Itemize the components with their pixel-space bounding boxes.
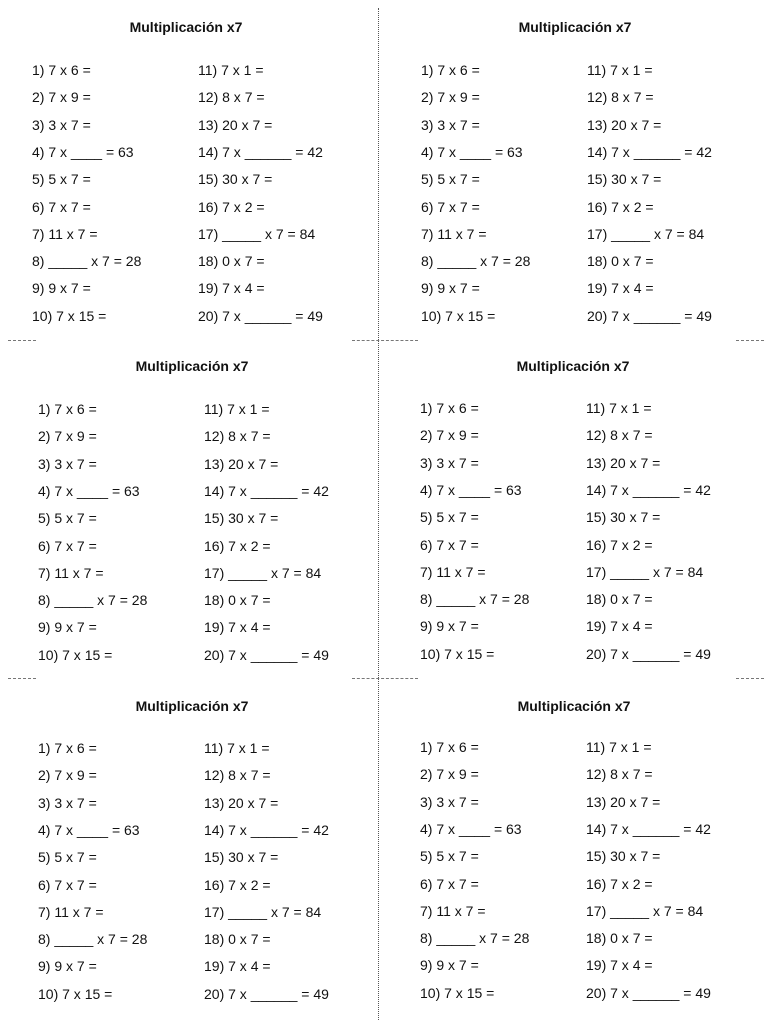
problem-item: 11) 7 x 1 = [204, 740, 270, 756]
problem-item: 18) 0 x 7 = [586, 930, 653, 946]
problem-item: 1) 7 x 6 = [421, 62, 480, 78]
problem-item: 16) 7 x 2 = [204, 538, 271, 554]
problem-item: 20) 7 x ______ = 49 [586, 646, 711, 662]
worksheet-title: Multiplicación x7 [517, 698, 631, 714]
problem-item: 10) 7 x 15 = [421, 308, 496, 324]
problem-item: 8) _____ x 7 = 28 [421, 253, 531, 269]
problem-item: 12) 8 x 7 = [204, 428, 271, 444]
problem-item: 17) _____ x 7 = 84 [587, 226, 705, 242]
problem-item: 9) 9 x 7 = [32, 280, 91, 296]
problem-item: 10) 7 x 15 = [38, 647, 113, 663]
problem-item: 7) 11 x 7 = [421, 226, 487, 242]
problem-item: 15) 30 x 7 = [204, 510, 279, 526]
problem-item: 10) 7 x 15 = [420, 646, 495, 662]
problem-item: 16) 7 x 2 = [586, 876, 653, 892]
problem-item: 4) 7 x ____ = 63 [32, 144, 134, 160]
problem-item: 13) 20 x 7 = [198, 117, 273, 133]
problem-item: 3) 3 x 7 = [38, 795, 97, 811]
problem-item: 4) 7 x ____ = 63 [38, 822, 140, 838]
problem-item: 10) 7 x 15 = [38, 986, 113, 1002]
problem-item: 6) 7 x 7 = [421, 199, 480, 215]
problem-item: 15) 30 x 7 = [204, 849, 279, 865]
problem-item: 14) 7 x ______ = 42 [198, 144, 323, 160]
problem-item: 16) 7 x 2 = [586, 537, 653, 553]
problem-item: 14) 7 x ______ = 42 [587, 144, 712, 160]
problem-item: 19) 7 x 4 = [204, 958, 271, 974]
problem-item: 8) _____ x 7 = 28 [32, 253, 142, 269]
problem-item: 13) 20 x 7 = [586, 455, 661, 471]
problem-item: 5) 5 x 7 = [32, 171, 91, 187]
problem-item: 14) 7 x ______ = 42 [586, 482, 711, 498]
problem-item: 12) 8 x 7 = [586, 766, 653, 782]
problem-item: 2) 7 x 9 = [421, 89, 480, 105]
problem-item: 6) 7 x 7 = [38, 877, 97, 893]
problem-item: 2) 7 x 9 = [38, 428, 97, 444]
problem-item: 16) 7 x 2 = [204, 877, 271, 893]
worksheet-title: Multiplicación x7 [518, 19, 632, 35]
problem-item: 17) _____ x 7 = 84 [586, 903, 704, 919]
problem-item: 16) 7 x 2 = [587, 199, 654, 215]
problem-item: 5) 5 x 7 = [421, 171, 480, 187]
problem-item: 8) _____ x 7 = 28 [420, 930, 530, 946]
problem-item: 12) 8 x 7 = [587, 89, 654, 105]
problem-item: 4) 7 x ____ = 63 [420, 821, 522, 837]
problem-item: 6) 7 x 7 = [38, 538, 97, 554]
problem-item: 7) 11 x 7 = [38, 565, 104, 581]
problem-item: 4) 7 x ____ = 63 [38, 483, 140, 499]
problem-item: 14) 7 x ______ = 42 [204, 822, 329, 838]
problem-item: 1) 7 x 6 = [38, 401, 97, 417]
worksheet-title: Multiplicación x7 [516, 358, 630, 374]
problem-item: 12) 8 x 7 = [204, 767, 271, 783]
problem-item: 2) 7 x 9 = [38, 767, 97, 783]
problem-item: 13) 20 x 7 = [204, 795, 279, 811]
problem-item: 11) 7 x 1 = [198, 62, 264, 78]
problem-item: 20) 7 x ______ = 49 [204, 986, 329, 1002]
problem-item: 7) 11 x 7 = [420, 903, 486, 919]
problem-item: 11) 7 x 1 = [204, 401, 270, 417]
problem-item: 9) 9 x 7 = [420, 618, 479, 634]
problem-item: 7) 11 x 7 = [38, 904, 104, 920]
problem-item: 20) 7 x ______ = 49 [204, 647, 329, 663]
problem-item: 18) 0 x 7 = [204, 592, 271, 608]
problem-item: 18) 0 x 7 = [198, 253, 265, 269]
problem-item: 17) _____ x 7 = 84 [204, 904, 322, 920]
problem-item: 17) _____ x 7 = 84 [204, 565, 322, 581]
problem-item: 3) 3 x 7 = [38, 456, 97, 472]
problem-item: 8) _____ x 7 = 28 [38, 931, 148, 947]
problem-item: 11) 7 x 1 = [587, 62, 653, 78]
problem-item: 2) 7 x 9 = [420, 427, 479, 443]
worksheet-title: Multiplicación x7 [129, 19, 243, 35]
problem-item: 10) 7 x 15 = [420, 985, 495, 1001]
problem-item: 5) 5 x 7 = [420, 509, 479, 525]
problem-item: 20) 7 x ______ = 49 [586, 985, 711, 1001]
problem-item: 15) 30 x 7 = [198, 171, 273, 187]
problem-item: 7) 11 x 7 = [420, 564, 486, 580]
problem-item: 10) 7 x 15 = [32, 308, 107, 324]
problem-item: 11) 7 x 1 = [586, 400, 652, 416]
problem-item: 12) 8 x 7 = [586, 427, 653, 443]
problem-item: 13) 20 x 7 = [586, 794, 661, 810]
problem-item: 19) 7 x 4 = [587, 280, 654, 296]
problem-item: 6) 7 x 7 = [32, 199, 91, 215]
problem-item: 17) _____ x 7 = 84 [586, 564, 704, 580]
problem-item: 3) 3 x 7 = [421, 117, 480, 133]
problem-item: 2) 7 x 9 = [420, 766, 479, 782]
problem-item: 18) 0 x 7 = [204, 931, 271, 947]
problem-item: 9) 9 x 7 = [421, 280, 480, 296]
problem-item: 20) 7 x ______ = 49 [198, 308, 323, 324]
problem-item: 15) 30 x 7 = [586, 509, 661, 525]
problem-item: 8) _____ x 7 = 28 [420, 591, 530, 607]
problem-item: 1) 7 x 6 = [32, 62, 91, 78]
problem-item: 19) 7 x 4 = [198, 280, 265, 296]
problem-item: 17) _____ x 7 = 84 [198, 226, 316, 242]
problem-item: 3) 3 x 7 = [420, 455, 479, 471]
problem-item: 2) 7 x 9 = [32, 89, 91, 105]
problem-item: 14) 7 x ______ = 42 [586, 821, 711, 837]
problem-item: 9) 9 x 7 = [38, 619, 97, 635]
problem-item: 15) 30 x 7 = [587, 171, 662, 187]
problem-item: 6) 7 x 7 = [420, 876, 479, 892]
problem-item: 7) 11 x 7 = [32, 226, 98, 242]
problem-item: 14) 7 x ______ = 42 [204, 483, 329, 499]
problem-item: 16) 7 x 2 = [198, 199, 265, 215]
worksheet-title: Multiplicación x7 [135, 698, 249, 714]
problem-item: 18) 0 x 7 = [587, 253, 654, 269]
worksheet-title: Multiplicación x7 [135, 358, 249, 374]
problem-item: 1) 7 x 6 = [420, 400, 479, 416]
problem-item: 5) 5 x 7 = [38, 510, 97, 526]
problem-item: 8) _____ x 7 = 28 [38, 592, 148, 608]
problem-item: 4) 7 x ____ = 63 [420, 482, 522, 498]
problem-item: 12) 8 x 7 = [198, 89, 265, 105]
problem-item: 6) 7 x 7 = [420, 537, 479, 553]
problem-item: 13) 20 x 7 = [587, 117, 662, 133]
problem-item: 9) 9 x 7 = [38, 958, 97, 974]
problem-item: 18) 0 x 7 = [586, 591, 653, 607]
problem-item: 19) 7 x 4 = [586, 618, 653, 634]
problem-item: 15) 30 x 7 = [586, 848, 661, 864]
problem-item: 9) 9 x 7 = [420, 957, 479, 973]
problem-item: 13) 20 x 7 = [204, 456, 279, 472]
problem-item: 5) 5 x 7 = [38, 849, 97, 865]
problem-item: 1) 7 x 6 = [420, 739, 479, 755]
problem-item: 20) 7 x ______ = 49 [587, 308, 712, 324]
problem-item: 1) 7 x 6 = [38, 740, 97, 756]
problem-item: 3) 3 x 7 = [32, 117, 91, 133]
problem-item: 5) 5 x 7 = [420, 848, 479, 864]
problem-item: 19) 7 x 4 = [204, 619, 271, 635]
problem-item: 4) 7 x ____ = 63 [421, 144, 523, 160]
problem-item: 3) 3 x 7 = [420, 794, 479, 810]
problem-item: 19) 7 x 4 = [586, 957, 653, 973]
problem-item: 11) 7 x 1 = [586, 739, 652, 755]
